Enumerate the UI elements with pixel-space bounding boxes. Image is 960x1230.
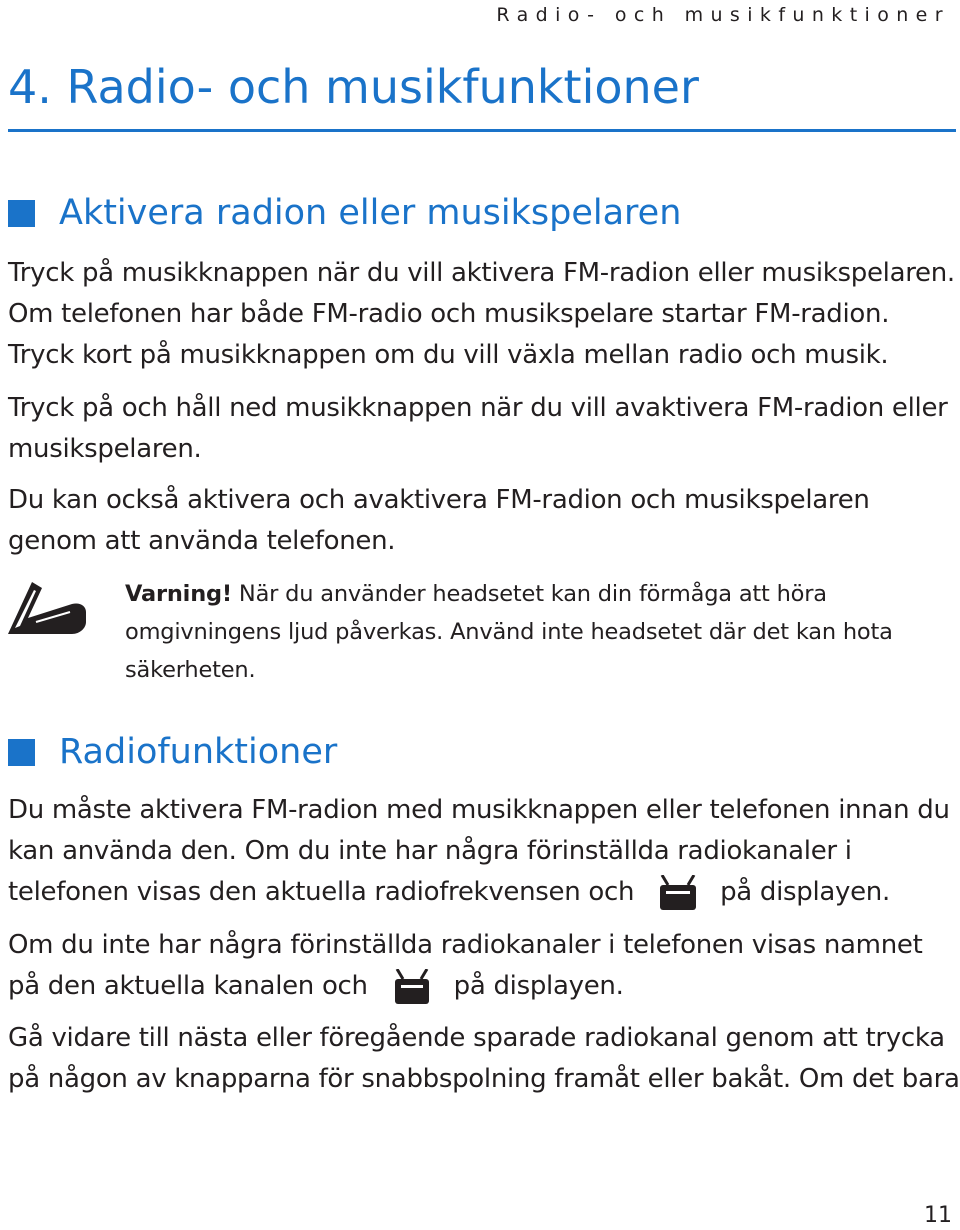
page-number: 11 bbox=[924, 1203, 952, 1228]
text-line: Tryck på och håll ned musikknappen när du vill avaktivera FM-radion eller bbox=[8, 393, 948, 423]
text-line: Du kan också aktivera och avaktivera FM-radion och musikspelaren bbox=[8, 485, 870, 515]
paragraph-radio-skip bbox=[8, 1018, 960, 1100]
section-bullet-icon bbox=[8, 739, 35, 766]
section-bullet-icon bbox=[8, 200, 35, 227]
running-header: Radio- och musikfunktioner bbox=[496, 4, 950, 26]
text-line: på någon av knapparna för snabbspolning framåt eller bakåt. Om det bara bbox=[8, 1064, 960, 1094]
paragraph-deactivate bbox=[8, 388, 948, 470]
warning-text-line: säkerheten. bbox=[125, 657, 256, 683]
paragraph-radio-activate bbox=[8, 790, 950, 913]
text-line: på den aktuella kanalen och bbox=[8, 971, 368, 1001]
paragraph-activate bbox=[8, 253, 955, 376]
text-line: telefonen visas den aktuella radiofrekvensen och bbox=[8, 877, 635, 907]
text-line: Tryck kort på musikknappen om du vill växla mellan radio och musik. bbox=[8, 340, 889, 370]
text-line: musikspelaren. bbox=[8, 434, 202, 464]
paragraph-phone-menu bbox=[8, 480, 870, 562]
section-heading-text: Radiofunktioner bbox=[59, 732, 338, 772]
text-line: Du måste aktivera FM-radion med musikknappen eller telefonen innan du bbox=[8, 795, 950, 825]
warning-label: Varning! bbox=[125, 581, 232, 607]
warning-text-line: När du använder headsetet kan din förmåga att höra bbox=[231, 581, 827, 607]
warning-text-line: omgivningens ljud påverkas. Använd inte headsetet där det kan hota bbox=[125, 619, 893, 645]
text-line: på displayen. bbox=[720, 877, 890, 907]
text-line: på displayen. bbox=[453, 971, 624, 1001]
section-heading-activate bbox=[8, 193, 681, 233]
section-heading-radio bbox=[8, 732, 337, 772]
text-line: Om du inte har några förinställda radiokanaler i telefonen visas namnet bbox=[8, 930, 923, 960]
warning-hand-icon bbox=[6, 578, 88, 636]
text-line: Om telefonen har både FM-radio och musikspelare startar FM-radion. bbox=[8, 299, 890, 329]
radio-channel-icon bbox=[394, 969, 430, 1005]
text-line: genom att använda telefonen. bbox=[8, 526, 396, 556]
chapter-divider bbox=[8, 129, 956, 132]
text-line: kan använda den. Om du inte har några förinställda radiokanaler i bbox=[8, 836, 852, 866]
paragraph-radio-channel bbox=[8, 925, 922, 1007]
chapter-title: 4. Radio- och musikfunktioner bbox=[8, 60, 699, 114]
section-heading-text: Aktivera radion eller musikspelaren bbox=[59, 193, 682, 233]
text-line: Gå vidare till nästa eller föregående sparade radiokanal genom att trycka bbox=[8, 1023, 945, 1053]
warning-note bbox=[125, 575, 893, 689]
radio-frequency-icon bbox=[658, 875, 698, 911]
text-line: Tryck på musikknappen när du vill aktivera FM-radion eller musikspelaren. bbox=[8, 258, 955, 288]
